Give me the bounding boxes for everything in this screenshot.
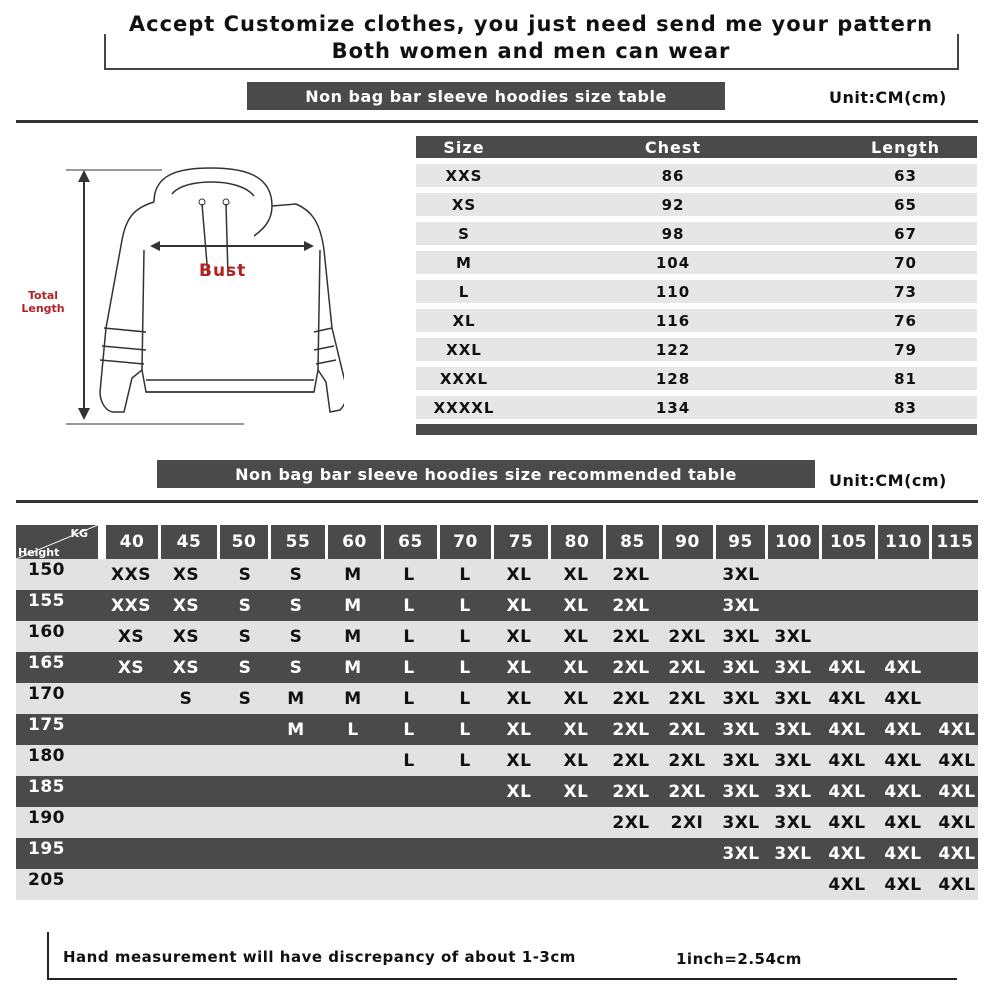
size-header: Size [443, 137, 485, 157]
size-recommendation-cell: 2XL [668, 626, 706, 647]
chest-cell: 104 [655, 253, 691, 272]
bust-label: Bust [199, 261, 247, 281]
weight-header-cell: 110 [878, 525, 929, 559]
recommended-row [16, 621, 978, 652]
size-recommendation-cell: 4XL [884, 688, 922, 709]
height-cell: 195 [28, 839, 65, 859]
size-recommendation-cell: 4XL [828, 843, 866, 864]
weight-header-cell: 90 [662, 525, 713, 559]
height-cell: 165 [28, 653, 65, 673]
size-recommendation-cell: L [459, 719, 471, 740]
size-recommendation-cell: XL [506, 626, 532, 647]
size-table-row [416, 338, 977, 361]
divider [16, 120, 978, 123]
size-recommendation-cell: S [289, 564, 303, 585]
size-recommendation-cell: 2XL [668, 688, 706, 709]
chest-cell: 110 [655, 282, 691, 301]
size-cell: XS [451, 195, 477, 214]
size-recommendation-cell: XL [506, 719, 532, 740]
size-recommendation-cell: 3XL [722, 843, 760, 864]
size-recommendation-cell: 4XL [938, 781, 976, 802]
size-recommendation-cell: 4XL [938, 874, 976, 895]
size-recommendation-cell: XL [563, 719, 589, 740]
header-line-2: Both women and men can wear [331, 39, 731, 63]
size-recommendation-cell: XS [172, 626, 200, 647]
size-table-row [416, 164, 977, 187]
size-recommendation-cell: 2XL [612, 595, 650, 616]
size-recommendation-cell: M [344, 657, 362, 678]
weight-header-cell: 70 [440, 525, 491, 559]
size-recommendation-cell: 3XL [722, 781, 760, 802]
size-recommendation-cell: 4XL [938, 843, 976, 864]
size-recommendation-cell: 4XL [884, 750, 922, 771]
size-recommendation-cell: S [238, 626, 252, 647]
divider [16, 500, 978, 503]
size-recommendation-cell: L [403, 564, 415, 585]
size-recommendation-cell: XL [563, 750, 589, 771]
height-cell: 175 [28, 715, 65, 735]
size-recommendation-cell: 4XL [884, 719, 922, 740]
size-recommendation-cell: 3XL [722, 719, 760, 740]
size-recommendation-cell: XL [563, 657, 589, 678]
size-table-row [416, 396, 977, 419]
size-recommendation-cell: 4XL [828, 781, 866, 802]
size-recommendation-cell: 4XL [828, 812, 866, 833]
height-cell: 190 [28, 808, 65, 828]
chest-cell: 128 [655, 369, 691, 388]
weight-header-cell: 85 [606, 525, 659, 559]
size-table-row [416, 251, 977, 274]
recommended-row [16, 807, 978, 838]
height-cell: 150 [28, 560, 65, 580]
inch-conversion: 1inch=2.54cm [676, 950, 802, 968]
size-recommendation-cell: M [287, 719, 305, 740]
recommended-row [16, 838, 978, 869]
chest-cell: 92 [661, 195, 685, 214]
size-recommendation-cell: L [403, 657, 415, 678]
size-recommendation-cell: 3XL [774, 719, 812, 740]
weight-header-cell: 50 [220, 525, 268, 559]
recommended-row [16, 776, 978, 807]
size-recommendation-cell: 3XL [774, 812, 812, 833]
size-recommendation-cell: 3XL [722, 688, 760, 709]
size-recommendation-cell: XL [506, 564, 532, 585]
size-recommendation-cell: 4XL [884, 874, 922, 895]
size-recommendation-cell: XL [506, 657, 532, 678]
size-recommendation-cell: 4XL [884, 812, 922, 833]
size-recommendation-cell: M [344, 626, 362, 647]
length-cell: 63 [894, 166, 917, 185]
size-recommendation-cell: XL [563, 564, 589, 585]
height-cell: 155 [28, 591, 65, 611]
header-line-1: Accept Customize clothes, you just need send me your pattern [128, 12, 934, 36]
size-recommendation-cell: M [344, 688, 362, 709]
size-recommendation-cell: L [403, 595, 415, 616]
size-recommendation-cell: 2XL [612, 688, 650, 709]
recommended-row [16, 652, 978, 683]
weight-header-cell: 95 [716, 525, 765, 559]
size-recommendation-cell: 2XL [668, 781, 706, 802]
size-recommendation-cell: L [459, 595, 471, 616]
size-recommendation-cell: XS [172, 564, 200, 585]
size-table [416, 136, 977, 435]
size-recommendation-cell: XL [506, 688, 532, 709]
size-recommendation-cell: L [459, 688, 471, 709]
size-recommendation-cell: L [403, 750, 415, 771]
size-recommendation-cell: 3XL [774, 688, 812, 709]
size-recommendation-cell: L [403, 719, 415, 740]
size-recommendation-cell: 2XL [668, 750, 706, 771]
length-cell: 65 [894, 195, 917, 214]
size-recommendation-cell: S [238, 657, 252, 678]
size-recommendation-cell: XS [117, 626, 145, 647]
measurement-note: Hand measurement will have discrepancy of about 1-3cm [63, 948, 576, 966]
recommended-table [16, 525, 978, 900]
size-recommendation-cell: L [459, 564, 471, 585]
size-recommendation-cell: L [403, 626, 415, 647]
size-recommendation-cell: 2XL [668, 657, 706, 678]
weight-header-cell: 100 [768, 525, 819, 559]
height-cell: 180 [28, 746, 65, 766]
size-recommendation-cell: S [289, 626, 303, 647]
size-recommendation-cell: XL [563, 595, 589, 616]
recommended-row [16, 590, 978, 621]
size-recommendation-cell: S [289, 595, 303, 616]
size-recommendation-cell: 3XL [722, 564, 760, 585]
size-recommendation-cell: L [403, 688, 415, 709]
size-recommendation-cell: 3XL [774, 750, 812, 771]
size-cell: XXXXL [433, 398, 495, 417]
size-recommendation-cell: L [459, 626, 471, 647]
corner-height-label: Height [18, 546, 60, 559]
size-cell: M [456, 253, 472, 272]
size-table-title: Non bag bar sleeve hoodies size table [247, 82, 725, 110]
sleeve-stripes [100, 328, 336, 364]
size-recommendation-cell: 3XL [774, 626, 812, 647]
size-recommendation-cell: 4XL [828, 719, 866, 740]
length-cell: 83 [894, 398, 917, 417]
size-recommendation-cell: 4XL [938, 719, 976, 740]
size-recommendation-cell: 4XL [828, 688, 866, 709]
height-cell: 185 [28, 777, 65, 797]
recommended-row [16, 683, 978, 714]
size-recommendation-cell: S [179, 688, 193, 709]
size-cell: XXS [445, 166, 483, 185]
size-table-row [416, 222, 977, 245]
header-bracket [104, 34, 959, 70]
chest-header: Chest [644, 137, 702, 157]
size-recommendation-cell: XXS [111, 595, 151, 616]
chest-cell: 86 [661, 166, 685, 185]
size-recommendation-cell: L [459, 657, 471, 678]
length-cell: 70 [894, 253, 917, 272]
chest-cell: 98 [661, 224, 685, 243]
size-recommendation-cell: 2XL [612, 626, 650, 647]
size-cell: XL [452, 311, 476, 330]
weight-header-cell: 80 [551, 525, 603, 559]
recommended-row [16, 745, 978, 776]
length-cell: 67 [894, 224, 917, 243]
size-recommendation-cell: 2XL [612, 564, 650, 585]
size-recommendation-cell: 4XL [938, 750, 976, 771]
size-recommendation-cell: XL [506, 750, 532, 771]
size-recommendation-cell: XS [117, 657, 145, 678]
size-table-footer-bar [416, 424, 977, 435]
footer-bracket-left [47, 932, 49, 980]
chest-cell: 134 [655, 398, 691, 417]
recommended-table-header [16, 525, 978, 559]
size-table-unit: Unit:CM(cm) [829, 88, 947, 107]
size-recommendation-cell: 4XL [828, 750, 866, 771]
total-length-label-line1: Total [27, 289, 59, 302]
size-recommendation-cell: S [238, 688, 252, 709]
size-recommendation-cell: XXS [111, 564, 151, 585]
chest-cell: 122 [655, 340, 691, 359]
size-recommendation-cell: XL [563, 688, 589, 709]
size-recommendation-cell: S [238, 595, 252, 616]
size-recommendation-cell: 4XL [938, 812, 976, 833]
weight-header-cell: 65 [384, 525, 437, 559]
size-cell: S [458, 224, 470, 243]
size-recommendation-cell: 3XL [722, 657, 760, 678]
size-recommendation-cell: 2XI [670, 812, 704, 833]
total-length-label [18, 289, 68, 315]
length-cell: 81 [894, 369, 917, 388]
size-recommendation-cell: S [238, 564, 252, 585]
hood-outline [154, 168, 272, 236]
recommended-row [16, 714, 978, 745]
chest-cell: 116 [655, 311, 691, 330]
weight-header-cell: 55 [271, 525, 325, 559]
recommended-row [16, 869, 978, 900]
size-recommendation-cell: XL [563, 781, 589, 802]
size-recommendation-cell: 3XL [722, 812, 760, 833]
size-recommendation-cell: 3XL [722, 626, 760, 647]
size-table-row [416, 367, 977, 390]
size-recommendation-cell: 3XL [774, 843, 812, 864]
size-table-row [416, 193, 977, 216]
size-recommendation-cell: 2XL [612, 657, 650, 678]
size-recommendation-cell: XS [172, 657, 200, 678]
height-cell: 170 [28, 684, 65, 704]
size-recommendation-cell: 2XL [612, 812, 650, 833]
size-cell: L [458, 282, 470, 301]
weight-header-cell: 115 [932, 525, 978, 559]
size-recommendation-cell: M [344, 564, 362, 585]
weight-header-cell: 45 [161, 525, 217, 559]
size-cell: XXXL [439, 369, 489, 388]
size-recommendation-cell: 2XL [612, 750, 650, 771]
height-cell: 205 [28, 870, 65, 890]
height-cell: 160 [28, 622, 65, 642]
size-recommendation-cell: L [347, 719, 359, 740]
size-recommendation-cell: XL [563, 626, 589, 647]
recommended-row [16, 559, 978, 590]
recommended-table-title: Non bag bar sleeve hoodies size recommended table [157, 460, 815, 488]
size-table-header [416, 136, 977, 158]
size-recommendation-cell: M [287, 688, 305, 709]
size-recommendation-cell: 4XL [884, 657, 922, 678]
size-recommendation-cell: XS [172, 595, 200, 616]
weight-header-cell: 75 [494, 525, 548, 559]
size-recommendation-cell: 3XL [722, 750, 760, 771]
size-recommendation-cell: XL [506, 595, 532, 616]
size-table-row [416, 309, 977, 332]
size-recommendation-cell: 4XL [828, 874, 866, 895]
size-recommendation-cell: 3XL [722, 595, 760, 616]
size-recommendation-cell: S [289, 657, 303, 678]
length-cell: 79 [894, 340, 917, 359]
length-header: Length [871, 137, 940, 157]
weight-header-cell: 40 [106, 525, 158, 559]
hood-inner [172, 182, 254, 196]
weight-header-cell: 60 [328, 525, 381, 559]
size-cell: XXL [446, 340, 482, 359]
size-recommendation-cell: 4XL [884, 781, 922, 802]
size-recommendation-cell: XL [506, 781, 532, 802]
recommended-table-unit: Unit:CM(cm) [829, 471, 947, 490]
size-recommendation-cell: 2XL [668, 719, 706, 740]
weight-header-cell: 105 [822, 525, 875, 559]
size-table-row [416, 280, 977, 303]
footer-bracket-bottom [47, 978, 957, 980]
length-cell: 76 [894, 311, 917, 330]
size-recommendation-cell: L [459, 750, 471, 771]
size-recommendation-cell: 3XL [774, 657, 812, 678]
total-length-label-line2: Length [21, 302, 65, 315]
size-recommendation-cell: 3XL [774, 781, 812, 802]
size-recommendation-cell: 4XL [884, 843, 922, 864]
size-recommendation-cell: 2XL [612, 719, 650, 740]
size-recommendation-cell: 4XL [828, 657, 866, 678]
corner-kg-label: KG [70, 527, 88, 540]
size-recommendation-cell: 2XL [612, 781, 650, 802]
length-cell: 73 [894, 282, 917, 301]
hem [146, 380, 314, 392]
size-recommendation-cell: M [344, 595, 362, 616]
corner-cell [16, 525, 98, 559]
